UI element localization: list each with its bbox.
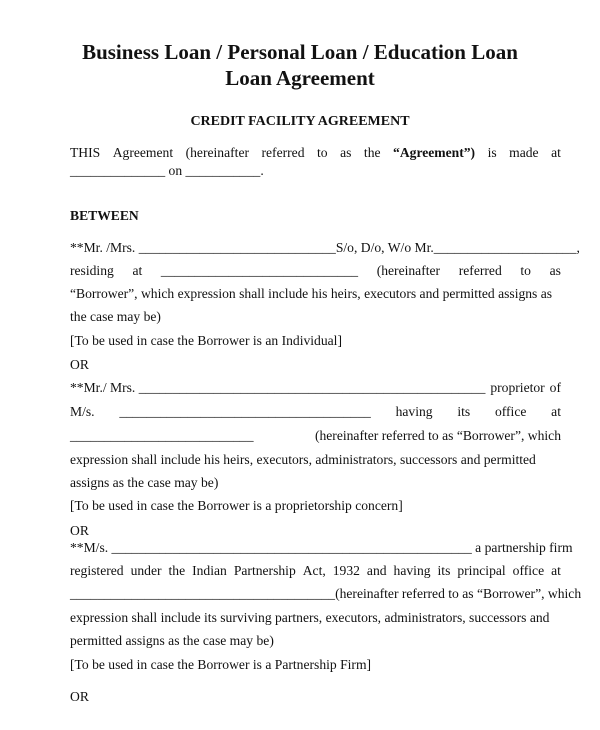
word: the [168, 563, 186, 578]
intro-line-1 [70, 144, 561, 161]
individual-name-blank: **Mr. /Mrs. _____________________________S/o, D/o, W/o Mr. [70, 240, 434, 255]
office-blank-short: __________ [70, 586, 138, 601]
intro-word: (hereinafter [185, 145, 249, 160]
word: referred [458, 263, 502, 278]
word: at [132, 263, 143, 278]
word: Indian [192, 563, 227, 578]
word: (hereinafter [376, 263, 441, 278]
partnership-line-3 [70, 585, 582, 602]
partnership-note: [To be used in case the Borrower is a Partnership Firm] [70, 657, 372, 672]
office-blank-long: _____________________________ [137, 586, 336, 601]
proprietor-note: [To be used in case the Borrower is a proprietorship concern] [70, 498, 403, 513]
office-address-blank: ___________________________ [70, 428, 254, 443]
individual-note: [To be used in case the Borrower is an Individual] [70, 333, 342, 348]
word: (hereinafter referred to as “Borrower”, which [335, 586, 582, 601]
intro-word: made [509, 145, 539, 160]
document-title-line1: Business Loan / Personal Loan / Education Loan [82, 40, 518, 64]
individual-line-4: the case may be) [70, 309, 161, 324]
word: registered [70, 563, 124, 578]
word: to [520, 263, 531, 278]
or-separator-2: OR [70, 523, 89, 538]
proprietor-line-3 [70, 427, 561, 444]
intro-word: Agreement [112, 145, 174, 160]
individual-line-3: “Borrower”, which expression shall include his heirs, executors and permitted assigns as [70, 286, 553, 301]
partnership-line-1: **M/s. _____________________________________________________ a partnership firm [70, 540, 573, 555]
word: residing [70, 263, 114, 278]
individual-line-1 [70, 239, 580, 256]
word: Act, [302, 563, 326, 578]
intro-word-bold: “Agreement”) [393, 145, 476, 160]
proprietor-line-4: expression shall include his heirs, executors, administrators, successors and permitted [70, 452, 536, 467]
word: as [549, 263, 561, 278]
intro-word: at [551, 145, 561, 160]
word: principal [457, 563, 506, 578]
proprietor-name-blank: **Mr./ Mrs. ___________________________________________________ [70, 380, 486, 395]
word: M/s. [70, 404, 95, 419]
word: (hereinafter referred to as “Borrower”, which [314, 428, 561, 443]
word: office [512, 563, 545, 578]
word: its [437, 563, 451, 578]
intro-word: to [317, 145, 328, 160]
between-heading: BETWEEN [70, 208, 139, 223]
section-title: CREDIT FACILITY AGREEMENT [190, 114, 410, 129]
word: at [551, 404, 561, 419]
word: proprietor [490, 380, 545, 395]
individual-parent-blank: _____________________, [433, 240, 580, 255]
proprietor-line-5: assigns as the case may be) [70, 475, 219, 490]
partnership-line-2 [70, 562, 561, 579]
word: Partnership [233, 563, 296, 578]
proprietor-line-2 [70, 403, 561, 420]
partnership-line-4: expression shall include its surviving partners, executors, administrators, successors and [70, 610, 550, 625]
intro-word: is [487, 145, 497, 160]
address-blank: _____________________________ [160, 263, 359, 278]
intro-word: as [340, 145, 352, 160]
word: at [551, 563, 561, 578]
individual-line-2 [70, 262, 561, 279]
word: under [130, 563, 162, 578]
intro-word: referred [261, 145, 305, 160]
document-title-line2: Loan Agreement [225, 66, 375, 90]
word: 1932 [332, 563, 360, 578]
word: office [494, 404, 527, 419]
or-separator-3: OR [70, 689, 89, 704]
intro-word: the [363, 145, 381, 160]
intro-line-2: ______________ on ___________. [70, 163, 264, 178]
intro-word: THIS [70, 145, 101, 160]
word: having [395, 404, 433, 419]
or-separator-1: OR [70, 357, 89, 372]
firm-name-blank: _____________________________________ [119, 404, 371, 419]
word: of [549, 380, 561, 395]
proprietor-line-1 [70, 379, 561, 396]
word: and [366, 563, 387, 578]
word: having [393, 563, 431, 578]
partnership-line-5: permitted assigns as the case may be) [70, 633, 274, 648]
word: its [457, 404, 471, 419]
